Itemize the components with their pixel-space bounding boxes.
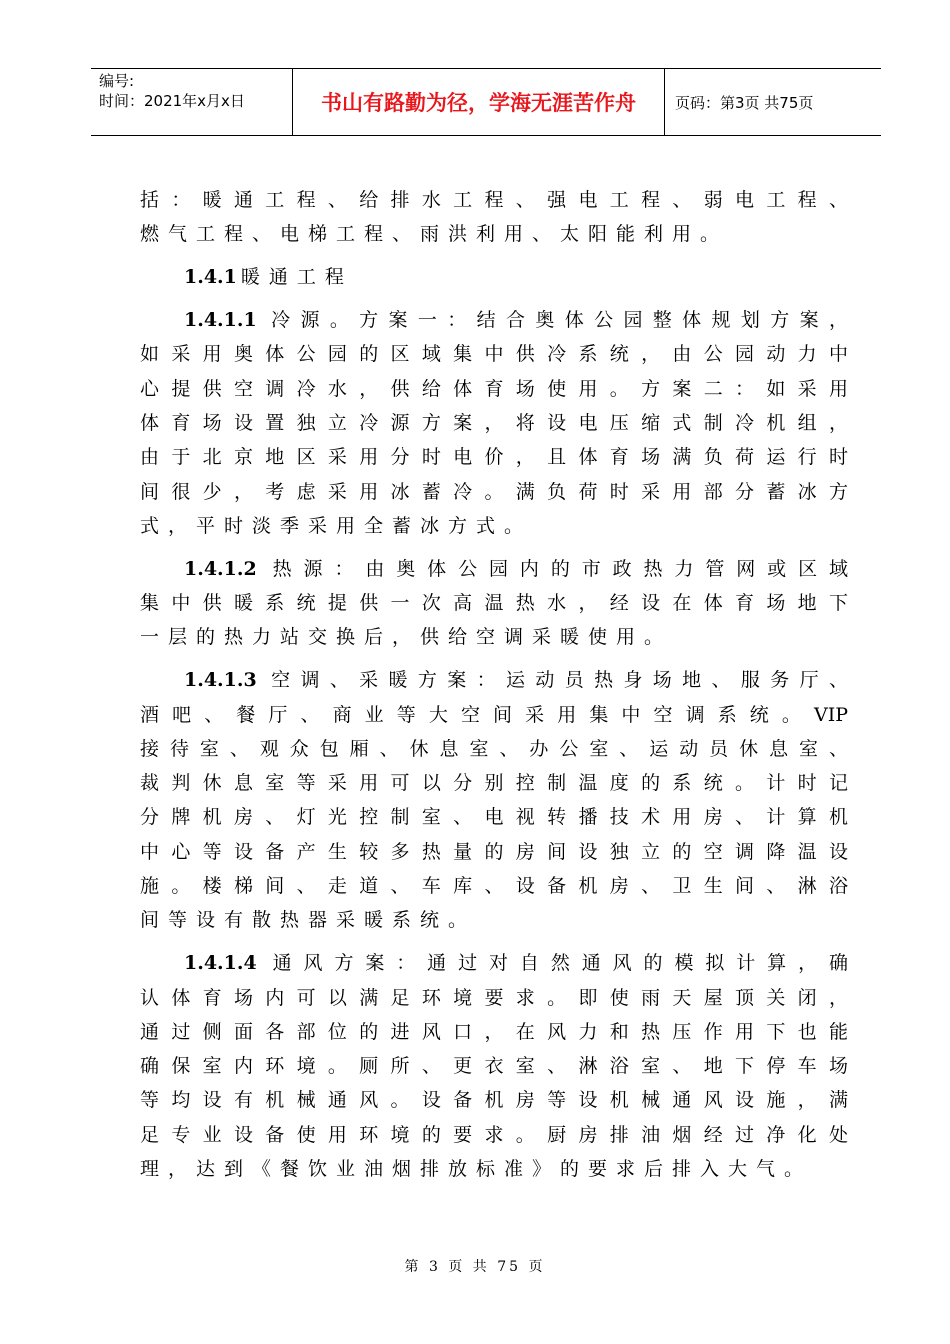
section-number: 1.4.1 bbox=[184, 266, 237, 289]
text-line bbox=[140, 440, 848, 474]
line-text: 如采用奥体公园的区域集中供冷系统，由公园动力中 bbox=[140, 343, 848, 366]
paragraph-p3 bbox=[140, 552, 848, 655]
header-motto: 书山有路勤为径，学海无涯苦作舟 bbox=[293, 69, 665, 135]
line-text: 间等设有散热器采暖系统。 bbox=[140, 909, 477, 932]
text-line bbox=[140, 698, 848, 732]
text-line bbox=[140, 337, 848, 371]
line-text: 分牌机房、灯光控制室、电视转播技术用房、计算机 bbox=[140, 806, 848, 829]
text-line bbox=[140, 475, 848, 509]
header-meta bbox=[91, 69, 293, 135]
paragraph-gap bbox=[140, 938, 848, 947]
text-line bbox=[140, 732, 848, 766]
line-text: 中心等设备产生较多热量的房间设独立的空调降温设 bbox=[140, 840, 848, 863]
text-line bbox=[140, 800, 848, 834]
line-text: 接待室、观众包厢、休息室、办公室、运动员休息室、 bbox=[140, 737, 848, 760]
paragraph-p1 bbox=[140, 260, 848, 294]
text-line bbox=[140, 1083, 848, 1117]
line-text: 体育场设置独立冷源方案，将设电压缩式制冷机组， bbox=[140, 411, 848, 434]
text-line bbox=[140, 183, 848, 217]
text-line bbox=[140, 586, 848, 620]
line-text: 心提供空调冷水，供给体育场使用。方案二：如采用 bbox=[140, 377, 848, 400]
text-line bbox=[140, 1152, 848, 1186]
text-line bbox=[140, 835, 848, 869]
line-text: 集中供暖系统提供一次高温热水，经设在体育场地下 bbox=[140, 592, 848, 615]
line-text: 足专业设备使用环境的要求。厨房排油烟经过净化处 bbox=[140, 1123, 848, 1146]
text-line bbox=[140, 903, 848, 937]
line-text: 通过侧面各部位的进风口，在风力和热压作用下也能 bbox=[140, 1020, 848, 1043]
line-text: 认体育场内可以满足环境要求。即使雨天屋顶关闭， bbox=[140, 986, 848, 1009]
line-text: 一层的热力站交换后，供给空调采暖使用。 bbox=[140, 626, 673, 649]
text-line bbox=[140, 406, 848, 440]
text-line bbox=[140, 217, 848, 251]
text-line bbox=[140, 869, 848, 903]
text-line bbox=[140, 1049, 848, 1083]
page-header bbox=[91, 68, 881, 136]
document-body bbox=[140, 183, 848, 1186]
text-line bbox=[140, 260, 848, 294]
section-number: 1.4.1.2 bbox=[184, 557, 257, 580]
code-label: 编号: bbox=[99, 72, 135, 90]
text-line bbox=[140, 1015, 848, 1049]
line-text: 通风方案：通过对自然通风的模拟计算，确 bbox=[260, 952, 848, 975]
text-line bbox=[140, 372, 848, 406]
line-text: 由于北京地区采用分时电价，且体育场满负荷运行时 bbox=[140, 446, 848, 469]
line-text: 式，平时淡季采用全蓄冰方式。 bbox=[140, 514, 533, 537]
section-number: 1.4.1.4 bbox=[184, 952, 257, 975]
line-text: 间很少，考虑采用冰蓄冷。满负荷时采用部分蓄冰方 bbox=[140, 480, 848, 503]
paragraph-gap bbox=[140, 294, 848, 303]
text-line bbox=[140, 946, 848, 980]
line-text: 裁判休息室等采用可以分别控制温度的系统。计时记 bbox=[140, 772, 848, 795]
paragraph-p5 bbox=[140, 946, 848, 1186]
paragraph-p2 bbox=[140, 303, 848, 543]
line-text: 冷源。方案一：结合奥体公园整体规划方案， bbox=[260, 309, 848, 332]
paragraph-p4 bbox=[140, 663, 848, 937]
text-line bbox=[140, 663, 848, 697]
line-text: 暖通工程 bbox=[240, 266, 353, 289]
text-line bbox=[140, 766, 848, 800]
line-text: 空调、采暖方案：运动员热身场地、服务厅、 bbox=[260, 669, 848, 692]
section-number: 1.4.1.1 bbox=[184, 309, 257, 332]
paragraph-p0 bbox=[140, 183, 848, 252]
line-text: 酒吧、餐厅、商业等大空间采用集中空调系统。VIP bbox=[140, 703, 848, 726]
line-text: 施。楼梯间、走道、车库、设备机房、卫生间、淋浴 bbox=[140, 875, 848, 898]
text-line bbox=[140, 981, 848, 1015]
line-text: 确保室内环境。厕所、更衣室、淋浴室、地下停车场 bbox=[140, 1055, 848, 1078]
line-text: 等均设有机械通风。设备机房等设机械通风设施，满 bbox=[140, 1089, 848, 1112]
line-text: 理，达到《餐饮业油烟排放标准》的要求后排入大气。 bbox=[140, 1157, 813, 1180]
paragraph-gap bbox=[140, 655, 848, 664]
text-line bbox=[140, 620, 848, 654]
header-page-number: 页码：第3页 共75页 bbox=[675, 93, 814, 112]
line-text: 燃气工程、电梯工程、雨洪利用、太阳能利用。 bbox=[140, 223, 729, 246]
line-text: 括：暖通工程、给排水工程、强电工程、弱电工程、 bbox=[140, 189, 848, 211]
text-line bbox=[140, 509, 848, 543]
section-number: 1.4.1.3 bbox=[184, 669, 257, 692]
line-text: 热源：由奥体公园内的市政热力管网或区域 bbox=[260, 557, 848, 580]
paragraph-gap bbox=[140, 252, 848, 261]
text-line bbox=[140, 303, 848, 337]
page-footer: 第 3 页 共 75 页 bbox=[404, 1259, 546, 1275]
paragraph-gap bbox=[140, 543, 848, 552]
text-line bbox=[140, 1118, 848, 1152]
time-label: 时间：2021年x月x日 bbox=[99, 92, 245, 110]
text-line bbox=[140, 552, 848, 586]
